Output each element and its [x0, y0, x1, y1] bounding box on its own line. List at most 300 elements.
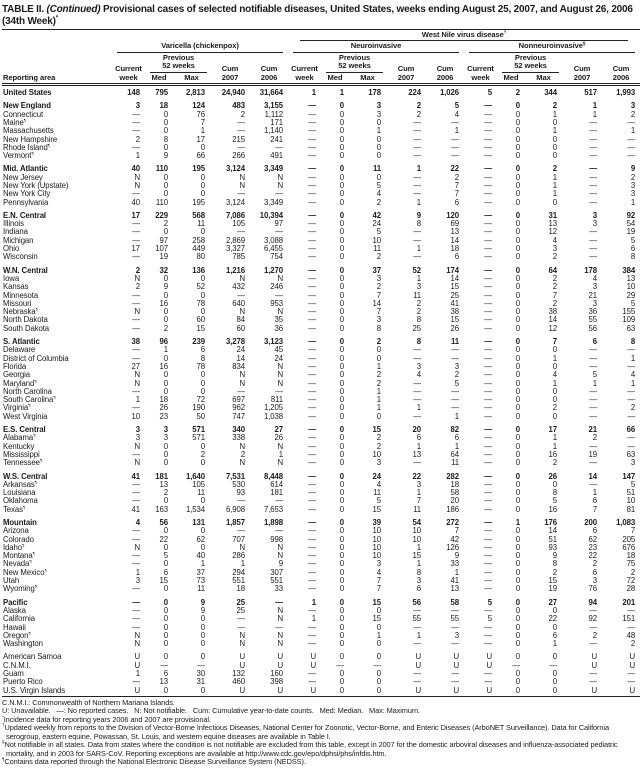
- table-row: [2, 670, 640, 678]
- value-cell: —: [308, 298, 316, 308]
- value-cell: 24: [236, 345, 245, 355]
- value-cell: —: [308, 282, 316, 292]
- value-cell: 2: [552, 252, 557, 262]
- value-cell: 38: [548, 307, 557, 317]
- value-cell: —: [308, 323, 316, 333]
- value-cell: 0: [515, 471, 520, 481]
- value-cell: 15: [372, 504, 381, 514]
- value-cell: 48: [626, 630, 636, 640]
- value-cell: 5: [376, 496, 381, 506]
- value-cell: 0: [515, 345, 520, 355]
- table-row: [2, 468, 640, 481]
- value-cell: 286: [232, 551, 245, 561]
- value-cell: 3: [416, 361, 421, 371]
- table-row: [2, 459, 640, 467]
- value-cell: 0: [339, 252, 344, 262]
- value-cell: 54: [626, 219, 636, 229]
- value-cell: 15: [372, 614, 381, 624]
- value-cell: N: [134, 307, 140, 317]
- value-cell: 25: [412, 323, 421, 333]
- value-cell: 1: [376, 361, 381, 371]
- value-cell: U: [210, 687, 250, 697]
- value-cell: N: [134, 172, 140, 182]
- value-cell: 1: [592, 488, 597, 498]
- value-cell: 0: [376, 411, 381, 421]
- value-cell: —: [451, 403, 459, 413]
- table-row: [2, 421, 640, 434]
- value-cell: 0: [163, 630, 168, 640]
- value-cell: 51: [626, 488, 636, 498]
- value-cell: 0: [200, 189, 205, 199]
- value-cell: 4: [552, 235, 557, 245]
- value-cell: —: [484, 307, 492, 317]
- value-cell: —: [160, 660, 168, 670]
- value-cell: 0: [515, 235, 520, 245]
- value-cell: 2: [592, 559, 597, 569]
- value-cell: —: [589, 361, 597, 371]
- value-cell: —: [308, 210, 316, 220]
- value-cell: —: [484, 576, 492, 586]
- value-cell: 0: [163, 378, 168, 388]
- value-cell: 7: [454, 526, 459, 536]
- value-cell: 0: [515, 265, 520, 275]
- table-row: [2, 190, 640, 198]
- value-cell: 0: [339, 378, 344, 388]
- value-cell: —: [237, 386, 245, 396]
- value-cell: —: [308, 378, 316, 388]
- value-cell: 93: [548, 542, 557, 552]
- value-cell: 63: [626, 449, 636, 459]
- value-cell: 19: [588, 449, 597, 459]
- previous-52-weeks-header: Previous 52 weeks: [321, 53, 386, 73]
- value-cell: —: [484, 403, 492, 413]
- value-cell: 0: [200, 542, 205, 552]
- value-cell: 0: [200, 496, 205, 506]
- value-cell: —: [308, 244, 316, 254]
- value-cell: 1,140: [263, 126, 283, 136]
- table-row: [2, 632, 640, 640]
- value-cell: —: [308, 307, 316, 317]
- value-cell: —: [336, 660, 344, 670]
- table-row: [2, 577, 640, 585]
- value-cell: N: [239, 542, 245, 552]
- value-cell: 0: [339, 210, 344, 220]
- value-cell: 45: [274, 345, 283, 355]
- value-cell: 0: [163, 181, 168, 190]
- value-cell: 1: [552, 172, 557, 182]
- value-cell: 676: [622, 542, 636, 552]
- value-cell: 16: [159, 361, 168, 371]
- value-cell: 568: [192, 210, 205, 220]
- value-cell: 24,940: [221, 88, 245, 98]
- value-cell: 10: [372, 542, 381, 552]
- cum-2007-header: Cum 2007: [386, 53, 426, 85]
- value-cell: U: [277, 660, 283, 670]
- value-cell: —: [308, 337, 316, 347]
- value-cell: —: [627, 669, 636, 679]
- value-cell: 10: [372, 534, 381, 544]
- value-cell: 3: [592, 219, 597, 229]
- value-cell: —: [484, 227, 492, 237]
- reporting-area-header: Reporting area: [2, 30, 112, 85]
- value-cell: 224: [408, 88, 421, 98]
- value-cell: 0: [515, 542, 520, 552]
- value-cell: 707: [232, 534, 245, 544]
- value-cell: 2: [416, 307, 421, 317]
- value-cell: 0: [145, 687, 173, 697]
- table-row: [2, 127, 640, 135]
- value-cell: 195: [192, 197, 205, 207]
- value-cell: U: [310, 652, 316, 662]
- value-cell: 66: [626, 425, 636, 435]
- value-cell: —: [413, 411, 421, 421]
- value-cell: 1,205: [263, 403, 283, 413]
- value-cell: 1,026: [439, 88, 459, 98]
- value-cell: 1: [552, 378, 557, 388]
- value-cell: —: [589, 151, 597, 161]
- value-cell: 24: [372, 219, 381, 229]
- value-cell: 11: [450, 337, 459, 347]
- value-cell: U: [486, 660, 492, 670]
- value-cell: —: [132, 479, 140, 489]
- value-cell: 0: [552, 677, 557, 687]
- value-cell: 18: [626, 551, 636, 561]
- value-cell: —: [308, 197, 316, 207]
- value-cell: 0: [163, 142, 168, 152]
- value-cell: 76: [196, 109, 205, 119]
- reporting-area-cell: Rhode Island¶: [3, 143, 51, 152]
- value-cell: 0: [515, 315, 520, 325]
- value-cell: —: [308, 151, 316, 161]
- value-cell: 2: [454, 172, 459, 182]
- value-cell: —: [308, 142, 316, 152]
- value-cell: 0: [163, 605, 168, 615]
- value-cell: —: [589, 189, 597, 199]
- value-cell: —: [308, 669, 316, 679]
- value-cell: N: [277, 458, 283, 468]
- value-cell: 0: [339, 101, 344, 111]
- value-cell: —: [308, 534, 316, 544]
- value-cell: —: [484, 345, 492, 355]
- value-cell: 4: [376, 189, 381, 199]
- value-cell: —: [132, 126, 140, 136]
- value-cell: 2: [515, 88, 520, 98]
- previous-52-weeks-header: Previous 52 weeks: [497, 53, 562, 73]
- cum-2006-header: Cum 2006: [250, 53, 288, 85]
- value-cell: 0: [515, 353, 520, 363]
- value-cell: 92: [588, 614, 597, 624]
- value-cell: 1: [376, 403, 381, 413]
- value-cell: 6: [454, 433, 459, 443]
- reporting-area-cell: Guam: [3, 670, 24, 679]
- value-cell: 0: [552, 117, 557, 127]
- value-cell: U: [310, 660, 316, 670]
- value-cell: 8: [416, 567, 421, 577]
- value-cell: 1: [552, 109, 557, 119]
- value-cell: —: [484, 126, 492, 136]
- value-cell: —: [484, 471, 492, 481]
- value-cell: 190: [192, 403, 205, 413]
- value-cell: 0: [339, 534, 344, 544]
- value-cell: —: [589, 252, 597, 262]
- value-cell: U: [486, 652, 492, 662]
- value-cell: 6: [592, 496, 597, 506]
- value-cell: —: [132, 235, 140, 245]
- reporting-area-cell: Kansas: [3, 283, 29, 292]
- value-cell: 2: [552, 298, 557, 308]
- value-cell: 10,394: [259, 210, 283, 220]
- reporting-area-cell: New Hampshire: [3, 135, 58, 144]
- value-cell: —: [308, 227, 316, 237]
- value-cell: 1: [454, 441, 459, 451]
- value-cell: 24: [372, 471, 381, 481]
- table-row: [2, 300, 640, 308]
- value-cell: 0: [163, 189, 168, 199]
- value-cell: 0: [339, 361, 344, 371]
- value-cell: —: [484, 488, 492, 498]
- value-cell: 6,455: [263, 244, 283, 254]
- reporting-area-cell: New York City: [3, 190, 51, 199]
- value-cell: —: [484, 219, 492, 229]
- reporting-area-cell: Texas¶: [3, 505, 26, 514]
- value-cell: 3,123: [263, 337, 283, 347]
- value-cell: —: [413, 605, 421, 615]
- value-cell: 3: [135, 433, 140, 443]
- value-cell: 384: [622, 265, 636, 275]
- value-cell: 0: [515, 378, 520, 388]
- value-cell: 7: [416, 496, 421, 506]
- table-row: [2, 388, 640, 396]
- reporting-area-cell: Louisiana: [3, 489, 36, 498]
- value-cell: —: [308, 471, 316, 481]
- value-cell: —: [308, 496, 316, 506]
- value-cell: 5: [454, 101, 459, 111]
- reporting-area-cell: S. Atlantic: [3, 337, 40, 347]
- current-week-header: Current week: [112, 53, 145, 85]
- table-row: [2, 527, 640, 535]
- value-cell: 0: [515, 386, 520, 396]
- value-cell: 571: [192, 425, 205, 435]
- value-cell: —: [308, 101, 316, 111]
- value-cell: 1,112: [264, 109, 283, 119]
- value-cell: —: [512, 660, 520, 670]
- value-cell: 78: [196, 361, 205, 371]
- value-cell: —: [451, 677, 459, 687]
- value-cell: 340: [232, 425, 245, 435]
- value-cell: —: [484, 386, 492, 396]
- value-cell: 0: [200, 639, 205, 649]
- value-cell: 3: [416, 282, 421, 292]
- value-cell: 2: [376, 433, 381, 443]
- value-cell: 0: [339, 151, 344, 161]
- value-cell: —: [308, 639, 316, 649]
- max-header: Max: [525, 73, 562, 85]
- value-cell: 13: [548, 219, 557, 229]
- value-cell: 9: [552, 551, 557, 561]
- value-cell: —: [484, 441, 492, 451]
- value-cell: —: [132, 298, 140, 308]
- value-cell: 11: [372, 164, 381, 174]
- value-cell: 6: [416, 584, 421, 594]
- value-cell: 0: [339, 164, 344, 174]
- value-cell: —: [308, 630, 316, 640]
- value-cell: 1: [630, 353, 636, 363]
- value-cell: 155: [622, 307, 636, 317]
- footnote-line: †Updated weekly from reports to the Division of Vector-Borne Infectious Diseases, National Center for Zoonotic, Vector-Borne, and Enteric Diseases (ArboNET Surveillance). Data for California serogroup, eastern equine, Powassan, St. Louis, and western equine diseases are available in Table I.: [2, 722, 611, 741]
- table-row: [2, 396, 640, 404]
- value-cell: 0: [552, 622, 557, 632]
- notifiable-diseases-table: [2, 29, 640, 697]
- value-cell: 52: [412, 265, 421, 275]
- table-row: [2, 678, 640, 686]
- value-cell: —: [484, 526, 492, 536]
- value-cell: —: [132, 559, 140, 569]
- value-cell: —: [132, 109, 140, 119]
- value-cell: 1: [552, 181, 557, 190]
- value-cell: —: [275, 597, 283, 607]
- value-cell: —: [484, 172, 492, 182]
- value-cell: 2: [376, 370, 381, 380]
- value-cell: 2: [552, 101, 557, 111]
- value-cell: —: [484, 449, 492, 459]
- reporting-area-cell: E.N. Central: [3, 210, 46, 220]
- value-cell: —: [413, 353, 421, 363]
- value-cell: 2: [592, 630, 597, 640]
- value-cell: 3: [376, 109, 381, 119]
- value-cell: 0: [163, 597, 168, 607]
- value-cell: 697: [232, 395, 245, 405]
- value-cell: —: [484, 244, 492, 254]
- value-cell: 0: [339, 639, 344, 649]
- value-cell: 338: [232, 433, 245, 443]
- value-cell: 32: [159, 265, 168, 275]
- value-cell: 0: [515, 584, 520, 594]
- reporting-area-cell: Colorado: [3, 535, 34, 544]
- value-cell: 1: [376, 395, 381, 405]
- value-cell: 0: [515, 126, 520, 136]
- table-row: [2, 544, 640, 552]
- value-cell: 0: [200, 227, 205, 237]
- cum-2006-header: Cum 2006: [602, 53, 640, 85]
- value-cell: 0: [339, 542, 344, 552]
- value-cell: —: [275, 227, 283, 237]
- value-cell: —: [132, 345, 140, 355]
- value-cell: 4: [376, 479, 381, 489]
- value-cell: 13: [159, 479, 168, 489]
- value-cell: —: [484, 542, 492, 552]
- value-cell: 9: [163, 151, 168, 161]
- value-cell: 0: [515, 504, 520, 514]
- value-cell: —: [413, 126, 421, 136]
- value-cell: 0: [515, 441, 520, 451]
- value-cell: —: [413, 181, 421, 190]
- value-cell: 1,857: [225, 517, 245, 527]
- value-cell: 3,327: [225, 244, 245, 254]
- value-cell: 78: [196, 298, 205, 308]
- value-cell: 0: [339, 622, 344, 632]
- value-cell: 64: [548, 265, 557, 275]
- value-cell: 15: [196, 323, 205, 333]
- value-cell: 0: [525, 687, 562, 697]
- reporting-area-cell: Mid. Atlantic: [3, 164, 48, 174]
- value-cell: 1: [416, 542, 421, 552]
- value-cell: 6: [592, 567, 597, 577]
- value-cell: —: [484, 101, 492, 111]
- value-cell: 27: [548, 597, 557, 607]
- value-cell: 0: [339, 189, 344, 199]
- value-cell: —: [308, 425, 316, 435]
- value-cell: 4: [416, 370, 421, 380]
- value-cell: —: [627, 361, 636, 371]
- value-cell: 14: [372, 298, 381, 308]
- reporting-area-cell: Connecticut: [3, 110, 44, 119]
- value-cell: U: [629, 652, 636, 662]
- value-cell: 0: [552, 361, 557, 371]
- value-cell: 20: [412, 425, 421, 435]
- value-cell: 23: [159, 411, 168, 421]
- value-cell: 4: [630, 370, 636, 380]
- value-cell: —: [413, 669, 421, 679]
- value-cell: —: [589, 395, 597, 405]
- value-cell: 0: [339, 411, 344, 421]
- table-row: [2, 624, 640, 632]
- value-cell: —: [413, 345, 421, 355]
- value-cell: 0: [163, 559, 168, 569]
- value-cell: 8: [416, 219, 421, 229]
- table-row: [2, 451, 640, 459]
- value-cell: 0: [515, 526, 520, 536]
- table-row: [2, 228, 640, 236]
- value-cell: —: [308, 265, 316, 275]
- value-cell: —: [308, 622, 316, 632]
- value-cell: 0: [515, 597, 520, 607]
- value-cell: 7: [376, 576, 381, 586]
- footnote-line: ¶Contains data reported through the National Electronic Disease Surveillance System (NEDSS).: [2, 756, 306, 767]
- footnote-line: §Not notifiable in all states. Data from states where the condition is not notifiable are excluded from this table, except in 2007 for the domestic arboviral diseases and influenza-associated pediatric mortality, and in 2003 for SARS-CoV. Reporting exceptions are available at http://www.cdc.gov/epo/dphsi/phs/infdis.htm.: [2, 739, 620, 758]
- value-cell: 81: [626, 504, 636, 514]
- table-row: [2, 237, 640, 245]
- value-cell: 0: [163, 526, 168, 536]
- med-header: Med: [145, 73, 173, 85]
- table-row: [2, 111, 640, 119]
- value-cell: 0: [163, 370, 168, 380]
- table-row: [2, 662, 640, 670]
- value-cell: —: [484, 433, 492, 443]
- value-cell: 0: [376, 669, 381, 679]
- value-cell: 1: [416, 197, 421, 207]
- value-cell: 151: [622, 614, 636, 624]
- value-cell: 0: [339, 517, 344, 527]
- value-cell: 6: [163, 567, 168, 577]
- value-cell: 0: [200, 290, 205, 300]
- value-cell: —: [627, 622, 636, 632]
- value-cell: 0: [339, 669, 344, 679]
- value-cell: 0: [200, 458, 205, 468]
- value-cell: 0: [339, 244, 344, 254]
- value-cell: 1: [592, 101, 597, 111]
- table-row: [2, 615, 640, 623]
- value-cell: 551: [270, 576, 283, 586]
- value-cell: 17: [196, 134, 205, 144]
- value-cell: —: [484, 290, 492, 300]
- value-cell: —: [308, 441, 316, 451]
- value-cell: —: [484, 378, 492, 388]
- table-row: [2, 253, 640, 261]
- value-cell: U: [591, 660, 597, 670]
- value-cell: 0: [515, 488, 520, 498]
- reporting-area-cell: West Virginia: [3, 412, 48, 421]
- value-cell: —: [132, 117, 140, 127]
